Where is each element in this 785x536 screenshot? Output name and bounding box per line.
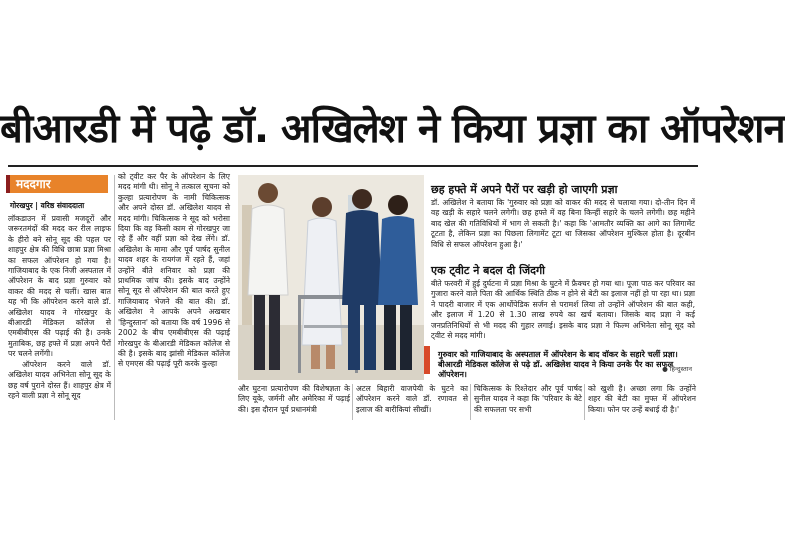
column-divider xyxy=(114,175,115,420)
byline: गोरखपुर | वरिष्ठ संवाददाता xyxy=(10,201,85,210)
article-photo xyxy=(238,175,424,380)
sub1-text: डॉ. अखिलेश ने बताया कि 'गुरुवार को प्रज्ञा को वाकर की मदद से चलाया गया। दो-तीन दिन में वह खड़ी के सहारे चलने लगेगी। छह हफ्ते में वह बिना किन्हीं सहारे के चलने लगेगी। छह महीने बाद खेल की गतिविधियों में भाग ले सकती है।' कहा कि 'आमतौर व्यक्ति का आगे का लिगामेंट टूटता है, लेकिन प्रज्ञा का पिछला लिगामेंट टूटा था जिसका ऑपरेशन मुश्किल होता है। दूरबीन विधि से सफल ऑपरेशन हुआ है।' xyxy=(431,198,695,249)
subheading-one-tweet: एक ट्वीट ने बदल दी जिंदगी xyxy=(431,264,546,277)
headline-rule xyxy=(8,165,698,167)
photo-caption xyxy=(424,346,694,379)
column-1-para-1: लॉकडाउन में प्रवासी मजदूरों और जरूरतमंदों की मदद कर रील लाइफ के हीरो बने सोनू सूद की पहल पर शाहपुर क्षेत्र की विधि छात्रा प्रज्ञा मिश्रा का सफल ऑपरेशन हो गया है। गाजियाबाद के एक निजी अस्पताल में ऑपरेशन के बाद प्रज्ञा गुरुवार को वाकर की मदद से चलीं। खास बात यह भी कि ऑपरेशन करने वाले डॉ. अखिलेश यादव ने गोरखपुर के बीआरडी मेडिकल कॉलेज से एमबीबीएस की पढ़ाई की है। उनके मुताबिक, छह हफ्ते में प्रज्ञा अपने पैरों पर चलने लगेंगी। xyxy=(8,214,111,359)
bottom-column-3: चिकित्सक के रिश्तेदार और पूर्व पार्षद सुनील यादव ने कहा कि 'परिवार के बेटे की सफलता पर सभी xyxy=(474,384,582,414)
bottom-divider-3 xyxy=(584,384,585,420)
subheading-six-weeks: छह हफ्ते में अपने पैरों पर खड़ी हो जाएगी प्रज्ञा xyxy=(431,183,618,196)
photo-illustration xyxy=(238,175,424,380)
column-1-para-2: ऑपरेशन करने वाले डॉ. अखिलेश यादव अभिनेता सोनू सूद के छह वर्ष पुराने दोस्त हैं। शाहपुर क्षेत्र में रहने वाली प्रज्ञा ने सोनू सूद xyxy=(8,359,111,400)
caption-credit: ● हिन्दुस्तान xyxy=(662,365,692,373)
caption-text: गुरुवार को गाजियाबाद के अस्पताल में ऑपरेशन के बाद वॉकर के सहारे चलीं प्रज्ञा। बीआरडी मेडिकल कॉलेज से पढ़े डॉ. अखिलेश यादव ने किया उनके पैर का सफल ऑपरेशन। xyxy=(438,350,678,379)
column-1 xyxy=(8,214,111,419)
bottom-column-4: को खुशी है। अच्छा लगा कि उन्होंने शहर की बेटी का मुफ्त में ऑपरेशन किया। फोन पर उन्हें बधाई दी है।' xyxy=(588,384,696,414)
bottom-column-1: और घुटना प्रत्यारोपण की विशेषज्ञता के लिए यूके, जर्मनी और अमेरिका में पढ़ाई की। इस दौरान पूर्व प्रधानमंत्री xyxy=(238,384,350,414)
bottom-divider-2 xyxy=(470,384,471,420)
column-2: को ट्वीट कर पैर के ऑपरेशन के लिए मदद मांगी थी। सोनू ने तत्काल सूचना को कुल्हा प्रत्यारोपण के नामी चिकित्सक और अपने दोस्त डॉ. अखिलेश यादव से मदद मांगी। चिकित्सक ने सूद को भरोसा दिया कि वह किसी काम से गोरखपुर जा रहे हैं और वहीं प्रज्ञा को देख लेंगे। डॉ. अखिलेश के मामा और पूर्व पार्षद सुनील यादव शहर के रायगंज में रहते हैं, जहां उन्होंने बीते शनिवार को प्रज्ञा की प्राथमिक जांच की। इसके बाद उन्होंने सोनू सूद से ऑपरेशन की बात करते हुए गाजियाबाद भेजने की बात की। डॉ. अखिलेश ने आपके अपने अखबार 'हिन्दुस्तान' को बताया कि वर्ष 1996 से 2002 के बीच एमबीबीएस की पढ़ाई गोरखपुर के बीआरडी मेडिकल कॉलेज से की है। इसके बाद झांसी मेडिकल कॉलेज से एमएस की पढ़ाई पूरी करके कुल्हा xyxy=(118,172,230,369)
sub2-text: बीते फरवरी में हुई दुर्घटना में प्रज्ञा मिश्रा के घुटने में फ्रैक्चर हो गया था। पूजा पाठ कर परिवार का गुजारा करने वाले पिता की आर्थिक स्थिति ठीक न होने से बेटी का इलाज नहीं हो पा रहा था। प्रज्ञा ने पादरी बाजार में एक आर्थोपेडिक सर्जन से परामर्श लिया तो उन्होंने ऑपरेशन की बात कही, और इलाज में 1.20 से 1.30 लाख रुपये का खर्च बताया। जिसके बाद प्रज्ञा ने कई जनप्रतिनिधियों से भी मदद की गुहार लगाई। इसके बाद प्रज्ञा ने फिल्म अभिनेता सोनू सूद को ट्वीट से मदद मांगी। xyxy=(431,279,695,341)
bottom-column-2: अटल बिहारी वाजपेयी के घुटने का ऑपरेशन करने वाले डॉ. रणावत से इलाज की बारीकियां सीखीं। xyxy=(356,384,468,414)
bottom-divider-1 xyxy=(352,384,353,420)
headline: बीआरडी में पढ़े डॉ. अखिलेश ने किया प्रज्ञा का ऑपरेशन xyxy=(0,106,785,152)
section-tag: मददगार xyxy=(10,175,108,193)
